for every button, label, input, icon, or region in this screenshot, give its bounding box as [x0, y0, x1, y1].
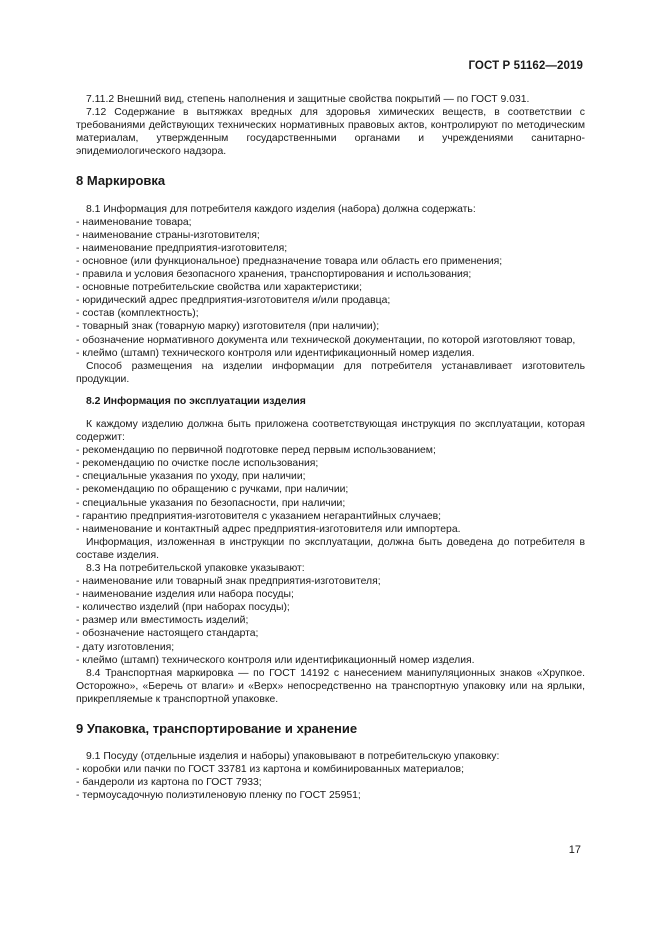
list-item: - бандероли из картона по ГОСТ 7933; — [76, 777, 262, 789]
paragraph-8-4: 8.4 Транспортная маркировка — по ГОСТ 14192 с нанесением манипуляционных знаков «Хрупкое. Осторожно», «Беречь от влаги» и «Верх» непосредственно на транспортную упаковку или на ярлыки, прикрепляемые к транспортной упаковке. — [76, 667, 585, 705]
list-item: - рекомендацию по первичной подготовке перед первым использованием; — [76, 445, 436, 457]
list-8-1 — [76, 216, 585, 360]
list-item: - обозначение настоящего стандарта; — [76, 628, 259, 640]
section-8-title: 8 Маркировка — [76, 173, 166, 189]
list-item: - рекомендацию по очистке после использования; — [76, 458, 319, 470]
list-item: - специальные указания по уходу, при наличии; — [76, 471, 306, 483]
list-item: - клеймо (штамп) технического контроля или идентификационный номер изделия. — [76, 347, 475, 359]
paragraph-8-3: 8.3 На потребительской упаковке указывают: — [86, 563, 305, 574]
list-item: - количество изделий (при наборах посуды); — [76, 602, 290, 614]
paragraph-7-12: 7.12 Содержание в вытяжках вредных для здоровья химических веществ, в соответствии с требованиями действующих технических нормативных правовых актов, контролируют по методическим материалам, утвержденным государственными органами и учреждениями санитарно-эпидемиологического надзора. — [76, 107, 585, 158]
list-item: - состав (комплектность); — [76, 308, 199, 320]
list-item: - наименование товара; — [76, 216, 192, 228]
list-item: - наименование или товарный знак предприятия-изготовителя; — [76, 576, 381, 588]
list-item: - товарный знак (товарную марку) изготовителя (при наличии); — [76, 321, 380, 333]
list-item: - коробки или пачки по ГОСТ 33781 из картона и комбинированных материалов; — [76, 764, 464, 776]
standard-designation: ГОСТ Р 51162—2019 — [468, 60, 583, 72]
subsection-8-2-title: 8.2 Информация по эксплуатации изделия — [86, 395, 306, 407]
list-item: - наименование предприятия-изготовителя; — [76, 242, 288, 254]
list-item: - правила и условия безопасного хранения, транспортирования и использования; — [76, 269, 472, 281]
list-8-3 — [76, 575, 585, 667]
list-item: - гарантию предприятия-изготовителя с указанием негарантийных случаев; — [76, 510, 442, 522]
page-content — [76, 93, 585, 803]
paragraph-9-1: 9.1 Посуду (отдельные изделия и наборы) упаковывают в потребительскую упаковку: — [86, 751, 500, 763]
list-item: - рекомендацию по обращению с ручками, при наличии; — [76, 484, 349, 496]
list-item: - основные потребительские свойства или характеристики; — [76, 282, 362, 294]
list-item: - размер или вместимость изделий; — [76, 615, 249, 627]
list-item: - термоусадочную полиэтиленовую пленку по ГОСТ 25951; — [76, 790, 361, 802]
list-8-2 — [76, 444, 585, 536]
list-item: - наименование и контактный адрес предприятия-изготовителя или импортера. — [76, 523, 461, 535]
list-item: - обозначение нормативного документа или технической документации, по которой изготовляют товар, — [76, 334, 576, 346]
paragraph-8-1: 8.1 Информация для потребителя каждого изделия (набора) должна содержать: — [86, 203, 476, 215]
paragraph-8-2-delivery: Информация, изложенная в инструкции по эксплуатации, должна быть доведена до потребителя в составе изделия. — [76, 536, 585, 561]
list-item: - специальные указания по безопасности, при наличии; — [76, 497, 346, 509]
page-number: 17 — [568, 844, 581, 856]
list-item: - основное (или функциональное) предназначение товара или область его применения; — [76, 255, 503, 267]
list-9-1 — [76, 763, 585, 802]
list-item: - наименование изделия или набора посуды; — [76, 589, 294, 601]
list-item: - дату изготовления; — [76, 641, 175, 653]
list-item: - юридический адрес предприятия-изготовителя и/или продавца; — [76, 295, 391, 307]
paragraph-8-2: К каждому изделию должна быть приложена соответствующая инструкция по эксплуатации, которая содержит: — [76, 418, 585, 444]
list-item: - наименование страны-изготовителя; — [76, 229, 260, 241]
paragraph-7-11-2: 7.11.2 Внешний вид, степень наполнения и защитные свойства покрытий — по ГОСТ 9.031. — [86, 94, 530, 105]
section-9-title: 9 Упаковка, транспортирование и хранение — [76, 721, 358, 737]
paragraph-8-1-placement: Способ размещения на изделии информации для потребителя устанавливает изготовитель продукции. — [76, 360, 585, 385]
list-item: - клеймо (штамп) технического контроля или идентификационный номер изделия. — [76, 654, 475, 666]
